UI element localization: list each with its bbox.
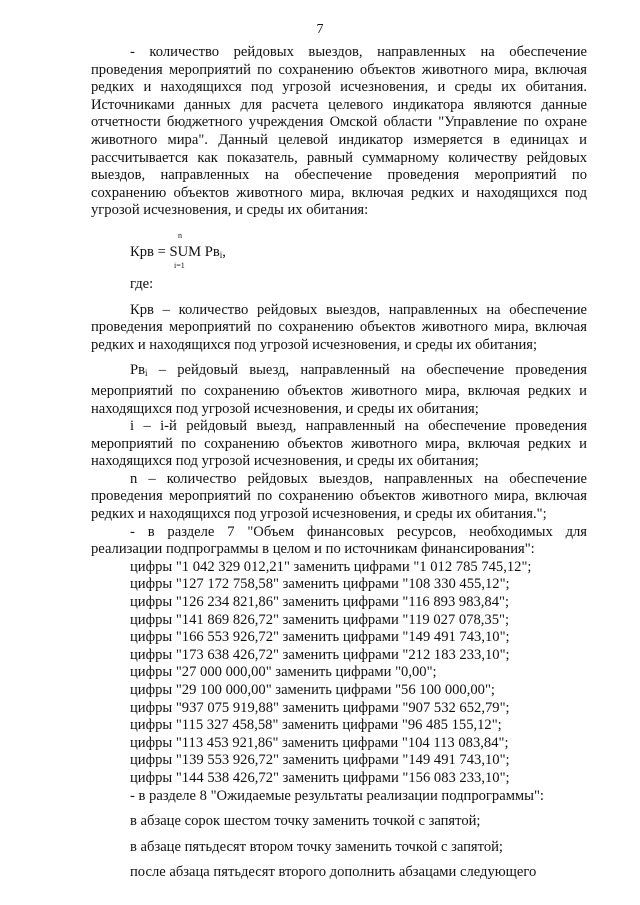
document-body: [91, 44, 587, 882]
definition-rvi-text: – рейдовый выезд, направленный на обеспечение проведения мероприятий по сохранению объектов животного мира, включая редких и находящихся под угрозой исчезновения, и среды их обитания;: [91, 362, 587, 417]
formula: [91, 232, 587, 272]
formula-operator: SUM: [169, 243, 202, 260]
replacement-line: цифры "144 538 426,72" заменить цифрами "156 083 233,10";: [130, 769, 510, 786]
replacement-line: цифры "27 000 000,00" заменить цифрами "0,00";: [130, 664, 437, 681]
definition-rvi-head: Рв: [130, 362, 146, 379]
formula-left: Крв =: [130, 243, 170, 260]
replacement-line: цифры "113 453 921,86" заменить цифрами "104 113 083,84";: [130, 734, 509, 751]
replacement-line: цифры "139 553 926,72" заменить цифрами "149 491 743,10";: [130, 752, 510, 769]
definition-i: i – i-й рейдовый выезд, направленный на обеспечение проведения мероприятий по сохранению объектов животного мира, включая редких и находящихся под угрозой исчезновения, и среды их обитания;: [91, 418, 587, 470]
definition-krv-head: Крв: [130, 301, 154, 318]
section8-item: в абзаце сорок шестом точку заменить точкой с запятой;: [130, 813, 481, 830]
formula-lower-limit: i=1: [174, 260, 185, 270]
replacement-line: цифры "141 869 826,72" заменить цифрами "119 027 078,35";: [130, 611, 510, 628]
definition-rvi: [91, 362, 587, 418]
last-paragraph: после абзаца пятьдесят второго дополнить абзацами следующего: [130, 864, 537, 881]
replacement-line: цифры "1 042 329 012,21" заменить цифрами "1 012 785 745,12";: [130, 558, 532, 575]
replacement-list: [91, 559, 587, 788]
replacement-line: цифры "173 638 426,72" заменить цифрами "212 183 233,10";: [130, 646, 510, 663]
definition-krv-text: – количество рейдовых выездов, направленных на обеспечение проведения мероприятий по сохранению объектов животного мира, включая редких и находящихся под угрозой исчезновения, и среды их обитания;: [91, 301, 587, 353]
formula-upper-limit: n: [178, 230, 182, 240]
formula-term-index: i: [219, 249, 223, 260]
definition-krv: [91, 302, 587, 355]
replacement-line: цифры "29 100 000,00" заменить цифрами "56 100 000,00";: [130, 682, 495, 698]
section8-item: в абзаце пятьдесят втором точку заменить точкой с запятой;: [130, 838, 503, 855]
section8-intro: - в разделе 8 "Ожидаемые результаты реализации подпрограммы":: [130, 787, 544, 804]
replacement-line: цифры "127 172 758,58" заменить цифрами "108 330 455,12";: [130, 576, 510, 593]
formula-tail: ,: [222, 243, 226, 260]
page-number: 7: [316, 22, 324, 37]
replacement-line: цифры "115 327 458,58" заменить цифрами "96 485 155,12";: [130, 717, 502, 734]
definition-n: n – количество рейдовых выездов, направленных на обеспечение проведения мероприятий по сохранению объектов животного мира, включая редких и находящихся под угрозой исчезновения, и среды их обитания.";: [91, 470, 587, 523]
definition-rvi-index: i: [145, 368, 148, 379]
where-label: где:: [130, 275, 154, 292]
replacement-line: цифры "937 075 919,88" заменить цифрами "907 532 652,79";: [130, 699, 510, 716]
formula-term: Рв: [204, 243, 220, 260]
section7-intro: - в разделе 7 "Объем финансовых ресурсов, необходимых для реализации подпрограммы в целом и по источникам финансирования":: [91, 523, 587, 558]
replacement-line: цифры "166 553 926,72" заменить цифрами "149 491 743,10";: [130, 629, 510, 646]
intro-paragraph: - количество рейдовых выездов, направленных на обеспечение проведения мероприятий по сохранению объектов животного мира, включая редких и находящихся под угрозой исчезновения, и среды их обитания. Источниками данных для расчета целевого индикатора являются данные отчетности бюджетного учреждения Омской области "Управление по охране животного мира". Данный целевой индикатор измеряется в единицах и рассчитывается как показатель, равный суммарному количеству рейдовых выездов, направленных на обеспечение проведения мероприятий по сохранению объектов животного мира, включая редких и находящихся под угрозой исчезновения, и среды их обитания:: [91, 44, 587, 219]
replacement-line: цифры "126 234 821,86" заменить цифрами "116 893 983,84";: [130, 594, 510, 611]
